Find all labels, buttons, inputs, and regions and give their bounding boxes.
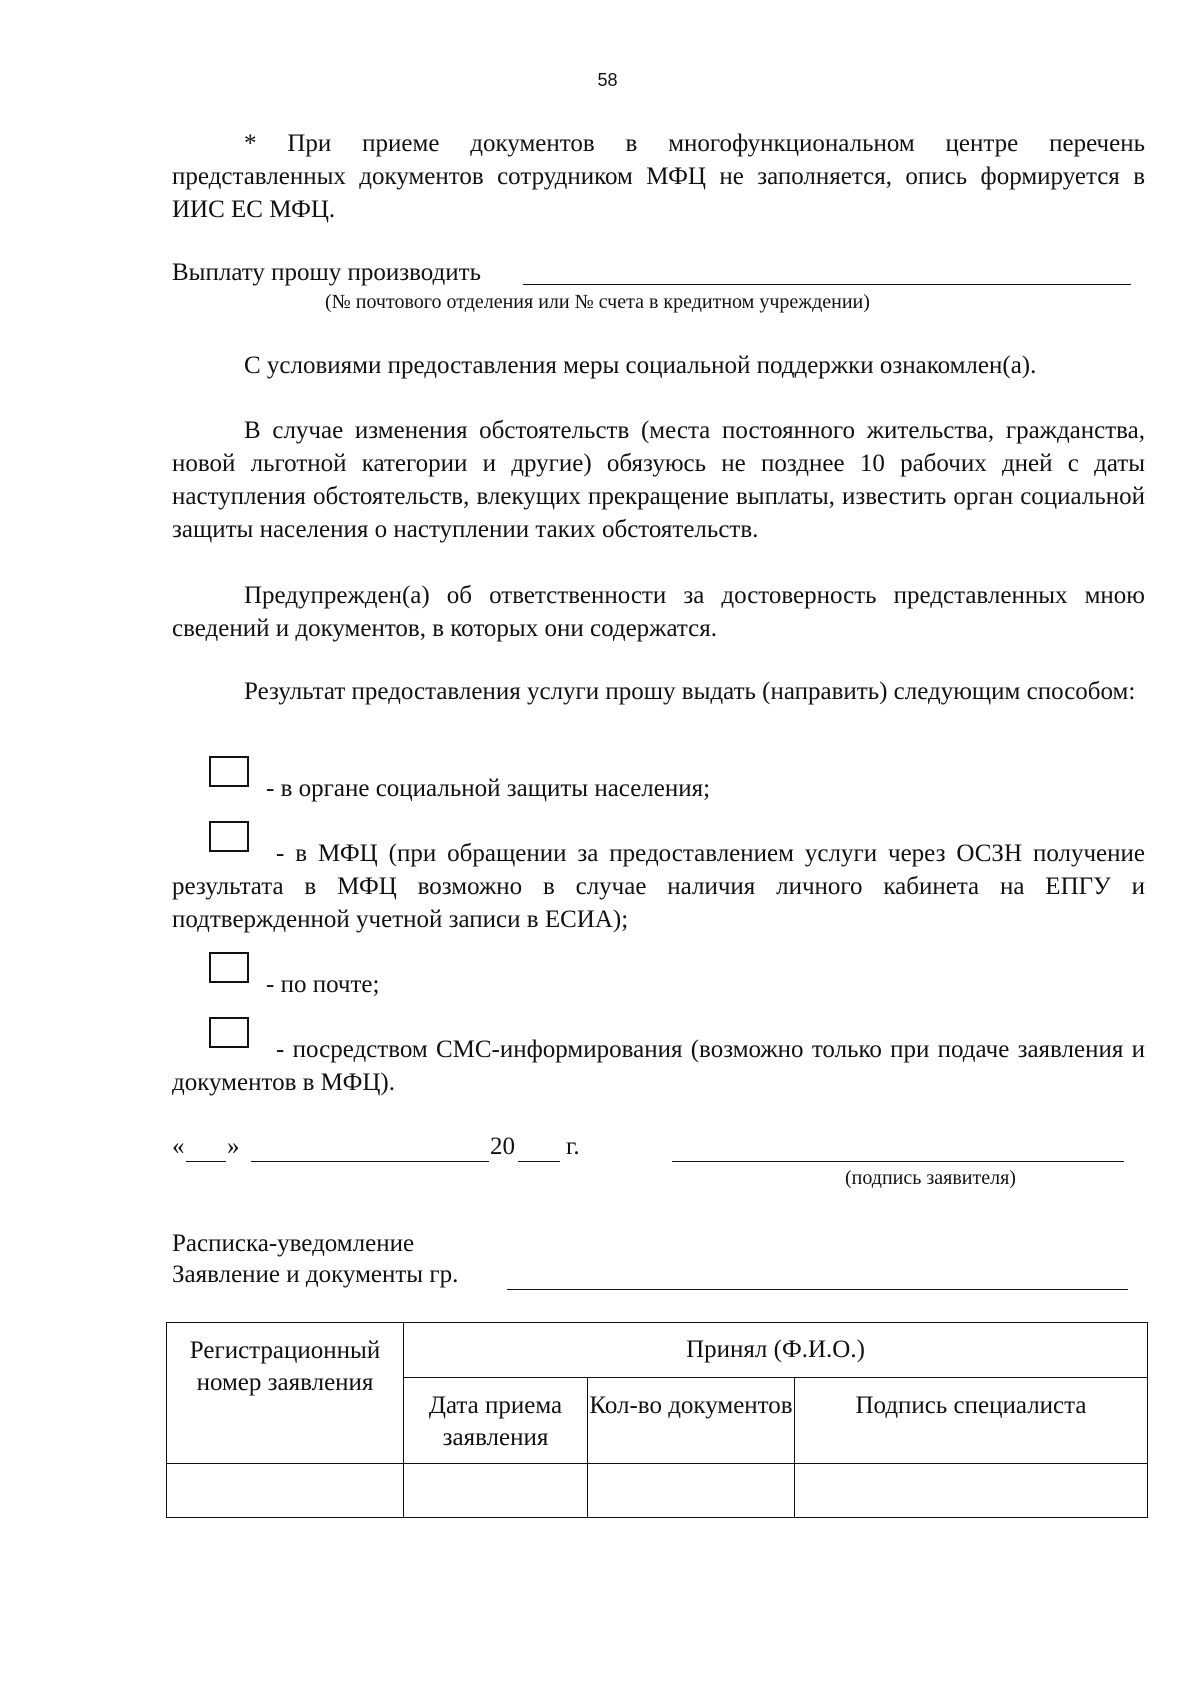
signature-input-line[interactable] [672, 1161, 1124, 1162]
receipt-title: Расписка-уведомление [172, 1230, 415, 1257]
option-mfc-label: - в МФЦ (при обращении за предоставлением услуги через ОСЗН получение результата в МФЦ возможно в случае наличия личного кабинета на ЕПГУ и подтвержденной учетной записи в ЕСИА); [172, 840, 1145, 933]
count-cell[interactable] [588, 1464, 795, 1518]
result-paragraph: Результат предоставления услуги прошу выдать (направить) следующим способом: [244, 678, 1136, 705]
payment-input-line[interactable] [523, 284, 1131, 285]
date-header: Дата приема заявления [404, 1378, 588, 1464]
option-post-label: - по почте; [266, 971, 380, 998]
payment-label: Выплату прошу производить [172, 259, 481, 286]
reg-number-header: Регистрационный номер заявления [167, 1323, 404, 1464]
note-paragraph: * При приеме документов в многофункциональном центре перечень представленных документов сотрудником МФЦ не заполняется, опись формируется в ИИС ЕС МФЦ. [172, 130, 1145, 223]
reg-number-cell[interactable] [167, 1464, 404, 1518]
date-close-quote: » [227, 1133, 240, 1160]
date-year-suffix: г. [566, 1133, 580, 1160]
signature-cell[interactable] [795, 1464, 1148, 1518]
month-input-line[interactable] [251, 1161, 489, 1162]
accepted-header: Принял (Ф.И.О.) [404, 1323, 1148, 1378]
date-open-quote: « [172, 1133, 185, 1160]
receipt-table [166, 1322, 1148, 1518]
signature-header: Подпись специалиста [795, 1378, 1148, 1464]
option-post-checkbox[interactable] [209, 952, 249, 983]
signature-caption: (подпись заявителя) [845, 1167, 1016, 1189]
payment-caption: (№ почтового отделения или № счета в кредитном учреждении) [325, 291, 870, 313]
page-number: 58 [597, 70, 618, 90]
year-input-line[interactable] [518, 1161, 560, 1162]
warned-paragraph: Предупрежден(а) об ответственности за достоверность представленных мною сведений и документов, в которых они содержатся. [172, 582, 1145, 642]
date-cell[interactable] [404, 1464, 588, 1518]
count-header: Кол-во документов [588, 1378, 795, 1464]
option-social-protection-label: - в органе социальной защиты населения; [266, 775, 711, 802]
receipt-documents-label: Заявление и документы гр. [172, 1261, 459, 1288]
table-row [167, 1464, 1148, 1518]
day-input-line[interactable] [186, 1161, 226, 1162]
option-social-protection-checkbox[interactable] [209, 756, 249, 787]
option-sms-label: - посредством СМС-информирования (возможно только при подаче заявления и документов в МФЦ). [172, 1036, 1145, 1096]
applicant-name-input-line[interactable] [507, 1289, 1128, 1290]
date-year-prefix: 20 [490, 1133, 515, 1160]
obligation-paragraph: В случае изменения обстоятельств (места постоянного жительства, гражданства, новой льготной категории и другие) обязуюсь не позднее 10 рабочих дней с даты наступления обстоятельств, влекущих прекращение выплаты, известить орган социальной защиты населения о наступлении таких обстоятельств. [172, 417, 1145, 543]
acquainted-paragraph: С условиями предоставления меры социальной поддержки ознакомлен(а). [244, 352, 1037, 379]
